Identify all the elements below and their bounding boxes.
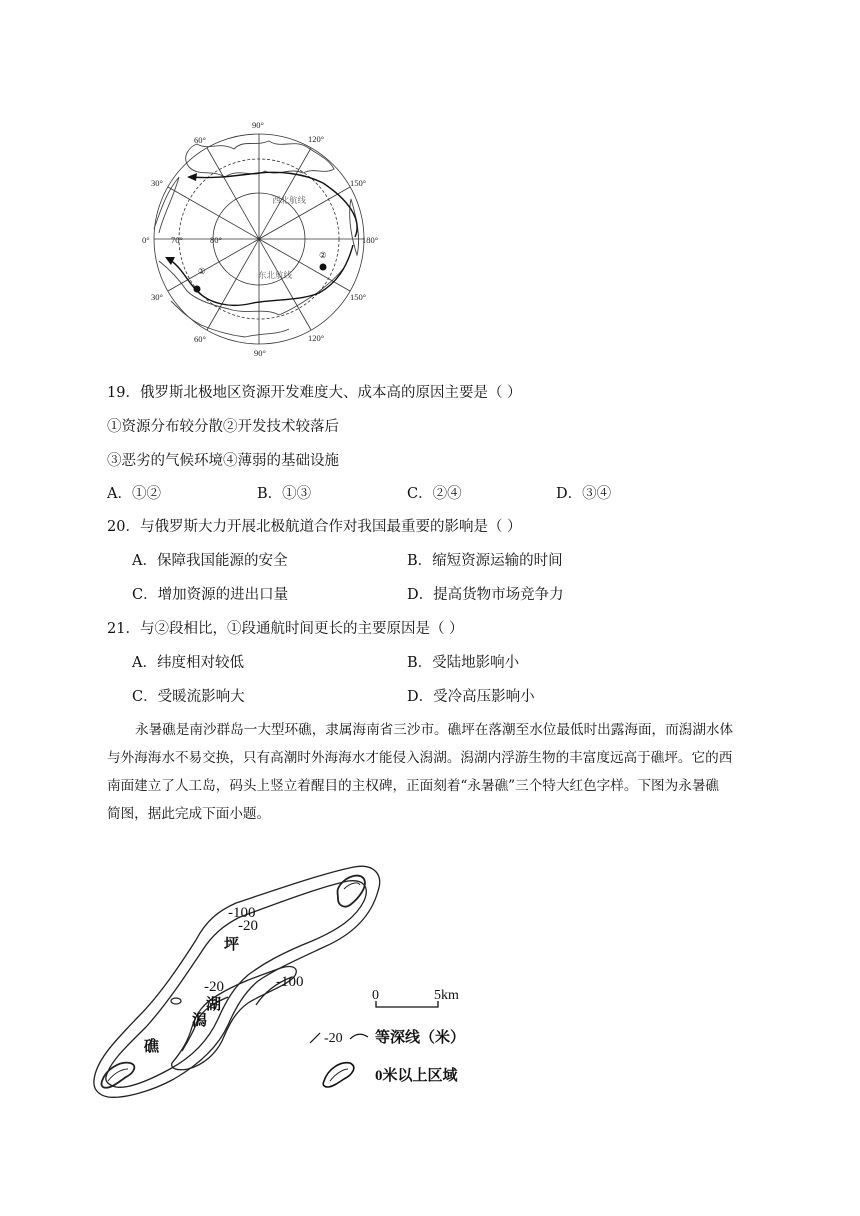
contour-100 (94, 866, 380, 1097)
q19-option-d[interactable]: D．③④ (556, 486, 612, 502)
q19-option-b[interactable]: B．①③ (257, 486, 312, 502)
label-lat-70: 70° (171, 235, 183, 245)
label-contour-100-top: -100 (228, 905, 256, 921)
label-jiao: 礁 (144, 1039, 160, 1055)
label-xi: 潟 (192, 1013, 208, 1029)
q20-option-d[interactable]: D．提高货物市场竞争力 (407, 587, 564, 603)
legend-contour-text: 等深线（米） (375, 1030, 466, 1046)
label-lon-150-top: 150° (350, 178, 367, 188)
scale-zero-label: 0 (372, 988, 379, 1003)
label-lon-120-top: 120° (308, 134, 325, 144)
label-route-northeast: 东北航线 (258, 270, 293, 280)
legend-land-icon (323, 1063, 354, 1087)
islet-mid (171, 998, 181, 1004)
q21-stem: 21．与②段相比，①段通航时间更长的主要原因是（ ） (107, 621, 464, 637)
passage-line-4: 简图，据此完成下面小题。 (107, 806, 271, 822)
q21-option-b[interactable]: B．受陆地影响小 (407, 655, 520, 671)
q20-stem: 20．与俄罗斯大力开展北极航道合作对我国最重要的影响是（ ） (107, 519, 522, 535)
label-lon-0: 0° (142, 235, 150, 245)
arctic-route-map (138, 118, 388, 360)
q19-line2: ③恶劣的气候环境④薄弱的基础设施 (107, 453, 339, 469)
route-northwest-arrow (187, 173, 197, 181)
q19-option-c[interactable]: C．②④ (407, 486, 462, 502)
label-lon-90-top: 90° (252, 120, 264, 130)
legend-contour-value: -20 (324, 1031, 343, 1046)
passage-line-2: 与外海海水不易交换，只有高潮时外海海水才能侵入潟湖。潟湖内浮游生物的丰富度远高于礁坪。它的西 (107, 750, 733, 766)
label-lon-120-bottom: 120° (308, 333, 325, 343)
q21-option-c[interactable]: C．受暖流影响大 (132, 689, 245, 705)
point-1-dot (194, 286, 201, 293)
label-lon-30-bottom: 30° (151, 292, 163, 302)
label-contour-100-mid: -100 (276, 974, 304, 990)
legend (310, 1028, 465, 1087)
label-contour-20-mid: -20 (204, 979, 224, 995)
label-hu: 湖 (206, 997, 222, 1013)
reading-passage (107, 716, 781, 828)
yongshu-reef-map (88, 855, 488, 1110)
q21-option-a[interactable]: A．纬度相对较低 (132, 655, 244, 671)
q20-option-b[interactable]: B．缩短资源运输的时间 (407, 553, 563, 569)
label-marker-2: ② (319, 250, 327, 260)
label-marker-1: ① (198, 266, 206, 276)
q20-option-a[interactable]: A．保障我国能源的安全 (132, 553, 288, 569)
point-2-dot (320, 264, 327, 271)
label-lon-180: 180° (362, 235, 379, 245)
label-route-northwest: 西北航线 (272, 195, 307, 205)
q19-option-a[interactable]: A．①② (107, 486, 161, 502)
q19-line1: ①资源分布较分散②开发技术较落后 (107, 419, 339, 435)
q21-option-d[interactable]: D．受冷高压影响小 (407, 689, 535, 705)
label-lon-90-bottom: 90° (254, 348, 266, 358)
passage-line-3: 南面建立了人工岛，码头上竖立着醒目的主权碑，正面刻着“永暑礁”三个特大红色字样。下图为永暑礁 (107, 778, 720, 794)
scale-end-label: 5km (434, 988, 459, 1003)
passage-line-1: 永暑礁是南沙群岛一大型环礁，隶属海南省三沙市。礁坪在落潮至水位最低时出露海面，而潟湖水体 (135, 722, 734, 738)
label-lon-60-top: 60° (194, 135, 206, 145)
route-northeast-arrow (165, 257, 175, 265)
q20-option-c[interactable]: C．增加资源的进出口量 (132, 587, 289, 603)
q19-stem: 19．俄罗斯北极地区资源开发难度大、成本高的原因主要是（ ） (107, 385, 522, 401)
label-lon-60-bottom: 60° (194, 334, 206, 344)
label-lon-30-top: 30° (151, 178, 163, 188)
label-ping: 坪 (224, 937, 240, 953)
legend-land-text: 0米以上区域 (375, 1068, 458, 1084)
scale-bar (372, 988, 459, 1007)
label-contour-20-top: -20 (238, 918, 258, 934)
label-lon-150-bottom: 150° (350, 292, 367, 302)
label-lat-80: 80° (210, 235, 222, 245)
